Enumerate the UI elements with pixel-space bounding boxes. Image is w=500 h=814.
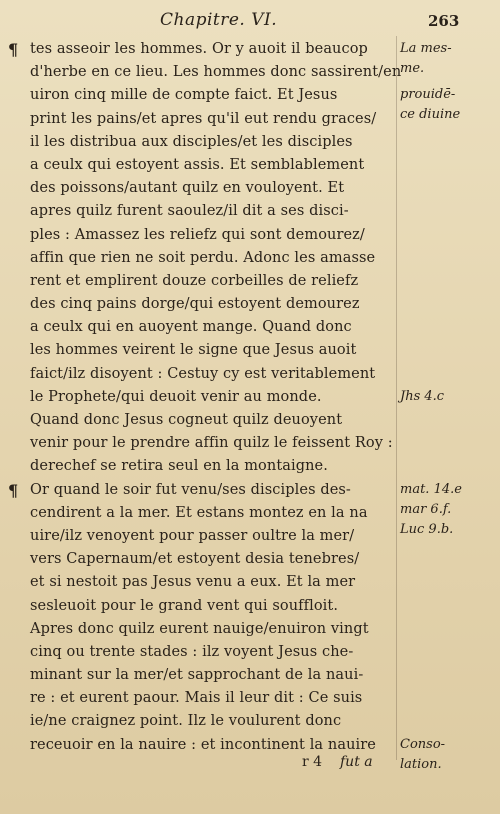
margin-note	[400, 480, 496, 540]
pilcrow-mark: ¶	[8, 40, 19, 59]
text-line-content: il les distribua aux disciples/et les disciples	[30, 133, 353, 150]
margin-note-line: lation.	[400, 757, 442, 772]
margin-note-line: ce diuine	[400, 107, 461, 123]
text-line	[30, 270, 396, 293]
text-line-content: vers Capernaum/et estoyent desia tenebres/	[30, 551, 360, 568]
margin-note-line: Luc 9.b.	[400, 521, 454, 537]
text-line-content: des cinq pains dorge/qui estoyent demourez	[30, 296, 360, 313]
text-line	[30, 455, 396, 478]
text-line-content: a ceulx qui en auoyent mange. Quand donc	[30, 319, 352, 336]
text-line	[30, 177, 396, 200]
text-line-content: tes asseoir les hommes. Or y auoit il beaucop	[30, 41, 368, 57]
text-line	[30, 571, 396, 594]
margin-note-line: mar 6.f.	[400, 501, 452, 517]
page-number: 263	[428, 12, 460, 30]
text-line-content: uire/ilz venoyent pour passer oultre la mer/	[30, 527, 355, 544]
text-line	[30, 618, 396, 641]
text-line	[30, 247, 396, 270]
margin-note-line: Conso-	[400, 737, 446, 752]
body-text	[8, 38, 402, 757]
text-line	[30, 339, 396, 362]
margin-note-line: Jhs 4.c	[400, 389, 445, 404]
text-line	[30, 595, 396, 618]
text-line-content: faict/ilz disoyent : Cestuy cy est veritablement	[30, 365, 376, 382]
text-line	[30, 131, 396, 154]
text-line	[30, 386, 396, 409]
running-head	[0, 10, 500, 32]
text-line	[30, 409, 396, 432]
text-line-content: sesleuoit pour le grand vent qui souffloit.	[30, 597, 339, 614]
margin-note-line: mat. 14.e	[400, 481, 462, 497]
text-line-content: derechef se retira seul en la montaigne.	[30, 458, 328, 475]
text-line	[30, 687, 396, 710]
text-line	[8, 38, 396, 61]
margin-note-line: prouidē-	[400, 87, 456, 103]
text-line	[30, 154, 396, 177]
chapter-heading: Chapitre. VI.	[160, 10, 278, 30]
text-line	[8, 479, 396, 502]
text-line-content: et si nestoit pas Jesus venu a eux. Et la mer	[30, 574, 356, 591]
pilcrow-mark: ¶	[8, 480, 19, 500]
text-line	[30, 525, 396, 548]
text-line-content: a ceulx qui estoyent assis. Et semblablement	[30, 156, 365, 173]
text-line-content: uiron cinq mille de compte faict. Et Jesus	[30, 87, 338, 104]
text-line-content: Quand donc Jesus cogneut quilz deuoyent	[30, 412, 343, 428]
text-line-content: Apres donc quilz eurent nauige/enuiron vingt	[30, 620, 369, 637]
margin-note-line: La mes-	[400, 41, 452, 56]
text-line-content: print les pains/et apres qu'il eut rendu graces/	[30, 110, 377, 127]
text-line	[30, 432, 396, 455]
text-line	[30, 641, 396, 664]
text-line-content: Or quand le soir fut venu/ses disciples des-	[30, 481, 351, 498]
margin-note	[400, 387, 496, 407]
text-line-content: affin que rien ne soit perdu. Adonc les amasse	[30, 249, 376, 266]
text-line	[30, 108, 396, 131]
text-line	[30, 710, 396, 733]
margin-note	[400, 39, 496, 79]
text-line	[30, 293, 396, 316]
margin-note-line: me.	[400, 61, 425, 76]
text-line	[30, 200, 396, 223]
text-line-content: ples : Amassez les reliefz qui sont demourez/	[30, 226, 365, 243]
text-line	[30, 664, 396, 687]
signature-mark: r 4	[302, 754, 323, 770]
text-line-content: re : et eurent paour. Mais il leur dit : Ce suis	[30, 690, 363, 707]
text-line-content: d'herbe en ce lieu. Les hommes donc sassirent/en	[30, 64, 402, 81]
page-footer	[0, 754, 500, 776]
text-line-content: rent et emplirent douze corbeilles de reliefz	[30, 272, 359, 289]
text-line-content: minant sur la mer/et sapprochant de la naui-	[30, 667, 364, 684]
text-line-content: cinq ou trente stades : ilz voyent Jesus che-	[30, 643, 354, 660]
text-line-content: des poissons/autant quilz en vouloyent. Et	[30, 180, 345, 197]
text-line-content: receuoir en la nauire : et incontinent la nauire	[30, 736, 376, 753]
text-line-content: venir pour le prendre affin quilz le feissent Roy :	[30, 435, 393, 452]
text-line	[30, 84, 396, 107]
text-line	[30, 316, 396, 339]
text-line-content: ie/ne craignez point. Ilz le voulurent donc	[30, 713, 342, 730]
margin-rule	[396, 36, 397, 760]
text-line	[30, 548, 396, 571]
text-line	[30, 502, 396, 525]
catchword: fut a	[340, 754, 373, 770]
text-line-content: apres quilz furent saoulez/il dit a ses disci-	[30, 203, 349, 220]
text-line-content: les hommes veirent le signe que Jesus auoit	[30, 342, 357, 359]
text-line	[30, 61, 402, 84]
text-line	[30, 363, 396, 386]
margin-note	[400, 85, 496, 125]
text-line-content: le Prophete/qui deuoit venir au monde.	[30, 388, 322, 405]
text-line-content: cendirent a la mer. Et estans montez en la na	[30, 504, 368, 521]
text-line	[30, 224, 396, 247]
